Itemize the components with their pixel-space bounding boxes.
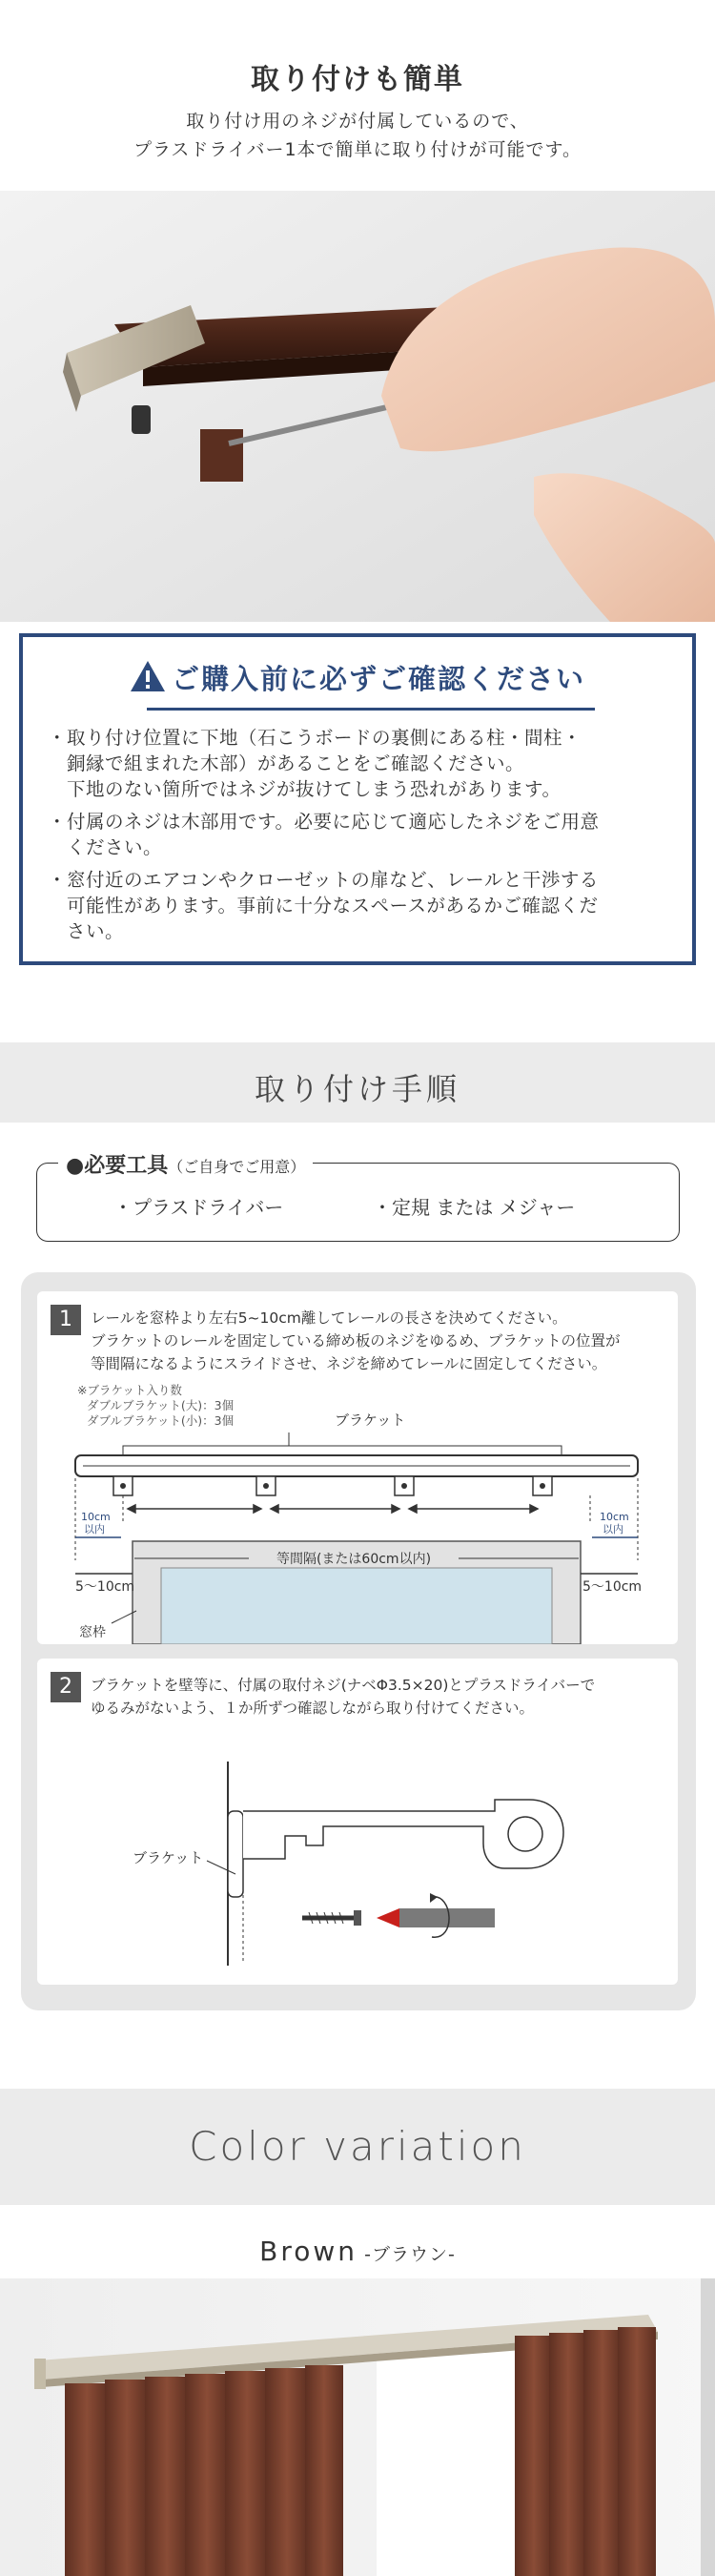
step-1-line-1: レールを窓枠より左右5~10cm離してレールの長さを決めてください。 — [91, 1309, 567, 1327]
step-1-note-2: ダブルブラケット(大)：3個 — [87, 1398, 235, 1412]
step-1-spacing-label: 等間隔(または60cm以内) — [276, 1552, 432, 1567]
tools-legend-text: ●必要工具 — [66, 1154, 169, 1178]
step-1-bracket-label: ブラケット — [335, 1412, 406, 1429]
tools-legend — [58, 1149, 313, 1179]
step-1-number: 1 — [51, 1305, 81, 1335]
step-1-left-gap-2: 以内 — [84, 1523, 105, 1535]
caution-line-1: ・取り付け位置に下地（石こうボードの裏側にある柱・間柱・ — [48, 727, 582, 749]
step-1-note-3: ダブルブラケット(小)：3個 — [87, 1413, 235, 1428]
intro-section — [0, 0, 715, 191]
step-1-window-label: 窓枠 — [79, 1625, 106, 1640]
caution-title-text: ご購入前に必ずご確認ください — [171, 663, 585, 695]
tool-screwdriver: ・プラスドライバー — [113, 1196, 284, 1219]
caution-line-5: ください。 — [48, 836, 163, 858]
steps-header-title: 取り付け手順 — [254, 1071, 460, 1107]
step-2-diagram — [37, 1659, 678, 1985]
warning-icon — [130, 660, 166, 692]
step-2-number: 2 — [51, 1672, 81, 1702]
tools-box — [36, 1154, 680, 1242]
brown-curtain-photo — [0, 2278, 715, 2576]
caution-box — [19, 633, 696, 965]
caution-line-7: 可能性があります。事前に十分なスペースがあるかご確認くだ — [48, 895, 599, 917]
step-1-note-1: ※ブラケット入り数 — [77, 1383, 182, 1397]
caution-line-4: ・付属のネジは木部用です。必要に応じて適応したネジをご用意 — [48, 811, 600, 833]
installation-photo — [0, 191, 715, 622]
step-1-line-2: ブラケットのレールを固定している締め板のネジをゆるめ、ブラケットの位置が — [91, 1332, 621, 1350]
step-2-bracket-label: ブラケット — [133, 1849, 204, 1866]
intro-line-1: 取り付け用のネジが付属しているので、 — [186, 111, 529, 132]
step-1-card — [37, 1291, 678, 1644]
caution-line-6: ・窓付近のエアコンやクローゼットの扉など、レールと干渉する — [48, 869, 599, 891]
caution-line-8: さい。 — [48, 920, 125, 942]
steps-panel — [21, 1272, 696, 2010]
color-variation-header — [0, 2089, 715, 2205]
tools-legend-sub: （ご自身でご用意） — [168, 1158, 306, 1176]
color-variation-title: Color variation — [189, 2123, 526, 2170]
step-1-left-range: 5～10cm — [75, 1579, 135, 1595]
step-2-line-2: ゆるみがないよう、１か所ずつ確認しながら取り付けてください。 — [91, 1700, 535, 1717]
step-1-right-gap: 10cm — [600, 1511, 629, 1523]
step-1-diagram — [37, 1291, 678, 1644]
caution-title — [23, 658, 692, 697]
steps-header — [0, 1042, 715, 1123]
caution-underline — [147, 708, 595, 711]
brown-variant-sub: -ブラウン- — [358, 2244, 456, 2265]
caution-line-2: 銅縁で組まれた木部）があることをご確認ください。 — [48, 752, 525, 774]
caution-line-3: 下地のない箇所ではネジが抜けてしまう恐れがあります。 — [48, 778, 562, 800]
step-1-line-3: 等間隔になるようにスライドさせ、ネジを締めてレールに固定してください。 — [91, 1355, 607, 1372]
brown-variant-name: Brown — [259, 2236, 358, 2267]
brown-variant-label — [0, 2236, 715, 2267]
intro-title: 取り付けも簡単 — [251, 63, 464, 96]
step-1-left-gap: 10cm — [81, 1511, 111, 1523]
step-2-line-1: ブラケットを壁等に、付属の取付ネジ(ナベΦ3.5×20)とプラスドライバーで — [91, 1677, 596, 1694]
step-1-right-gap-2: 以内 — [603, 1523, 623, 1535]
tool-ruler: ・定規 または メジャー — [373, 1196, 576, 1219]
step-2-card — [37, 1659, 678, 1985]
intro-line-2: プラスドライバー1本で簡単に取り付けが可能です。 — [133, 139, 582, 160]
step-1-right-range: 5～10cm — [582, 1579, 643, 1595]
